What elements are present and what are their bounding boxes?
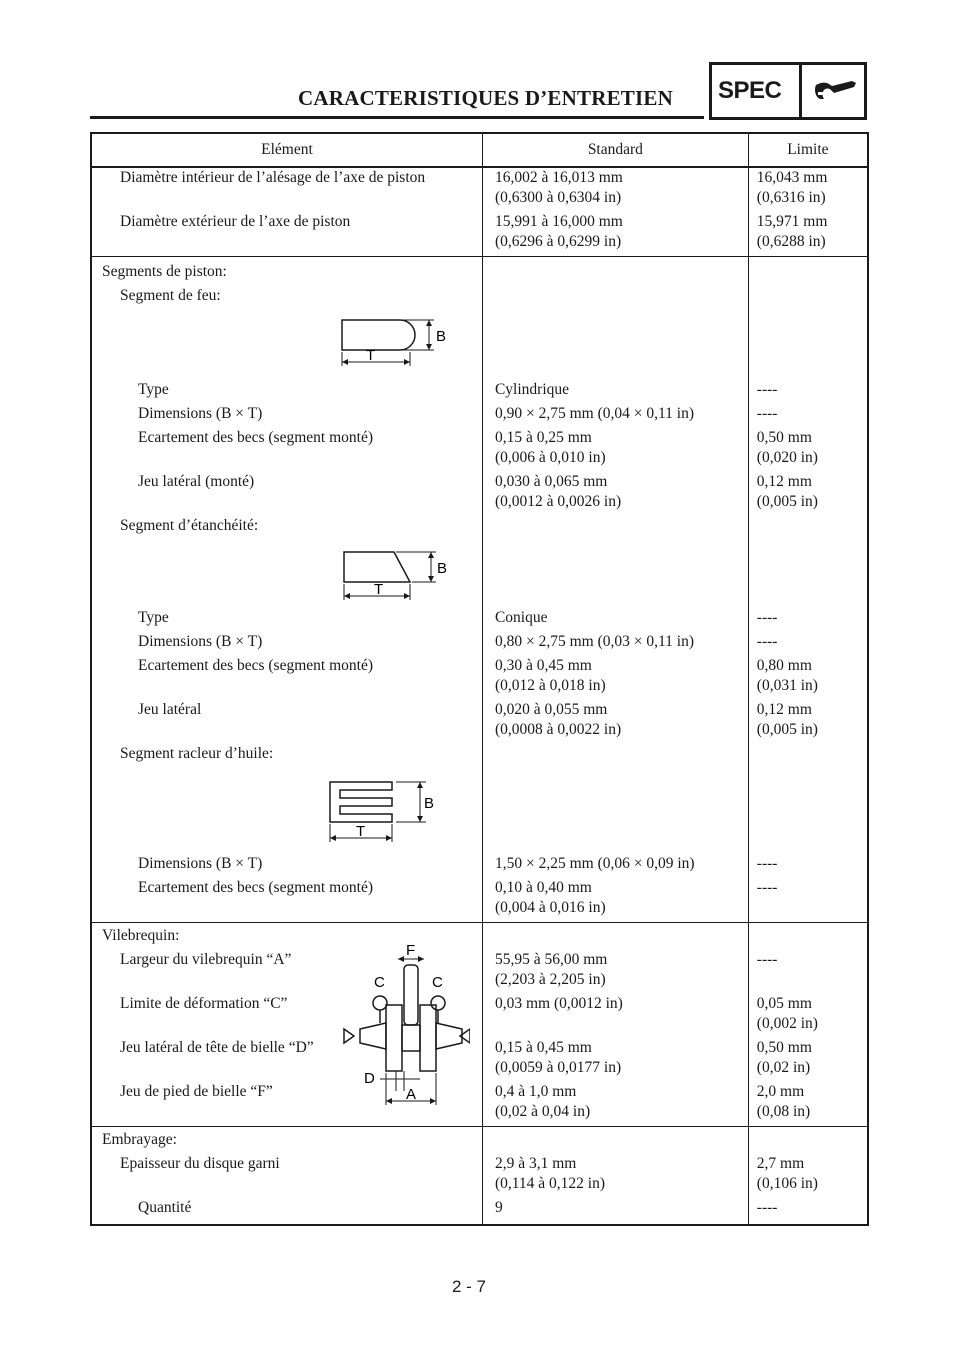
standard-line: 15,991 à 16,000 mm xyxy=(494,213,623,230)
table-row xyxy=(91,1198,868,1225)
limit-line: ---- xyxy=(756,405,778,422)
standard-line: 16,002 à 16,013 mm xyxy=(494,169,623,186)
limit-line: ---- xyxy=(756,855,778,872)
standard-line: 0,03 mm (0,0012 in) xyxy=(494,995,623,1012)
table-row xyxy=(91,404,868,428)
row-label: Jeu latéral xyxy=(91,700,482,744)
row-label: Limite de déformation “C” xyxy=(91,994,482,1038)
table-row xyxy=(91,1082,868,1127)
subgroup-header-row xyxy=(91,516,868,540)
standard-line: 0,4 à 1,0 mm xyxy=(494,1083,577,1100)
column-header-limit: Limite xyxy=(748,133,868,167)
row-label: Ecartement des becs (segment monté) xyxy=(91,656,482,700)
row-label: Diamètre extérieur de l’axe de piston xyxy=(91,212,482,257)
row-label: Dimensions (B × T) xyxy=(91,854,482,878)
limit-line: (0,106 in) xyxy=(756,1175,818,1192)
table-row xyxy=(91,1038,868,1082)
standard-line: 0,030 à 0,065 mm xyxy=(494,473,608,490)
standard-line: (0,6296 à 0,6299 in) xyxy=(494,233,622,250)
row-label: Diamètre intérieur de l’alésage de l’axe de piston xyxy=(91,167,482,212)
limit-line: 15,971 mm xyxy=(756,213,828,230)
standard-line: (0,6300 à 0,6304 in) xyxy=(494,189,622,206)
diagram-label-a: A xyxy=(406,1086,417,1103)
row-standard xyxy=(482,212,748,257)
subgroup-header-row xyxy=(91,744,868,768)
limit-line: (0,6316 in) xyxy=(756,189,826,206)
diagram-label-c-right: C xyxy=(432,974,443,991)
row-standard xyxy=(482,167,748,212)
limit-line: (0,005 in) xyxy=(756,721,818,738)
limit-line: 0,12 mm xyxy=(756,701,812,718)
standard-line: Cylindrique xyxy=(494,381,570,398)
standard-line: 1,50 × 2,25 mm (0,06 × 0,09 in) xyxy=(494,855,695,872)
row-limit xyxy=(748,167,868,212)
row-label: Jeu latéral (monté) xyxy=(91,472,482,516)
dimension-label-b: B xyxy=(437,560,448,577)
standard-line: (0,0059 à 0,0177 in) xyxy=(494,1059,622,1076)
row-limit xyxy=(748,212,868,257)
row-label: Ecartement des becs (segment monté) xyxy=(91,428,482,472)
group-header-row xyxy=(91,923,868,951)
dimension-label-t: T xyxy=(356,823,366,840)
table-row xyxy=(91,212,868,257)
spec-badge-divider xyxy=(799,65,802,117)
limit-line: (0,031 in) xyxy=(756,677,818,694)
row-label: Largeur du vilebrequin “A” xyxy=(91,950,482,994)
group-title: Vilebrequin: xyxy=(102,927,180,944)
subgroup-title: Segment de feu: xyxy=(91,286,482,310)
limit-line: 0,12 mm xyxy=(756,473,812,490)
spec-table xyxy=(90,132,869,1226)
group-header-row xyxy=(91,1127,868,1155)
diagram-row xyxy=(91,768,868,854)
table-row xyxy=(91,380,868,404)
standard-line: 0,90 × 2,75 mm (0,04 × 0,11 in) xyxy=(494,405,694,422)
standard-line: 0,15 à 0,25 mm xyxy=(494,429,592,446)
limit-line: ---- xyxy=(756,633,778,650)
row-label: Ecartement des becs (segment monté) xyxy=(91,878,482,923)
row-label: Epaisseur du disque garni xyxy=(91,1154,482,1198)
limit-line: 0,50 mm xyxy=(756,429,812,446)
limit-line: (0,6288 in) xyxy=(756,233,826,250)
limit-line: ---- xyxy=(756,879,778,896)
table-row xyxy=(91,878,868,923)
standard-line: (0,0008 à 0,0022 in) xyxy=(494,721,622,738)
column-header-element: Elément xyxy=(91,133,482,167)
page-number: 2 - 7 xyxy=(452,1277,487,1296)
column-header-standard: Standard xyxy=(482,133,748,167)
row-label: Quantité xyxy=(91,1198,482,1225)
group-title: Embrayage: xyxy=(91,1127,482,1155)
limit-line: 2,7 mm xyxy=(756,1155,805,1172)
table-row xyxy=(91,472,868,516)
oil-ring-diagram xyxy=(92,768,474,854)
top-ring-diagram xyxy=(92,310,474,380)
standard-line: (0,004 à 0,016 in) xyxy=(494,899,606,916)
table-row xyxy=(91,608,868,632)
limit-line: ---- xyxy=(756,609,778,626)
table-row xyxy=(91,428,868,472)
standard-line: 0,80 × 2,75 mm (0,03 × 0,11 in) xyxy=(494,633,694,650)
row-label: Type xyxy=(91,380,482,404)
standard-line: (2,203 à 2,205 in) xyxy=(494,971,606,988)
limit-line: (0,020 in) xyxy=(756,449,818,466)
group-title: Segments de piston: xyxy=(91,257,482,287)
row-label: Jeu latéral de tête de bielle “D” xyxy=(91,1038,482,1082)
crankshaft-diagram xyxy=(340,941,470,1111)
table-row xyxy=(91,167,868,212)
table-row xyxy=(91,656,868,700)
table-header-row xyxy=(91,133,868,167)
spec-badge-label: SPEC xyxy=(718,77,782,104)
standard-line: 0,15 à 0,45 mm xyxy=(494,1039,592,1056)
standard-line: (0,02 à 0,04 in) xyxy=(494,1103,591,1120)
page-title: CARACTERISTIQUES D’ENTRETIEN xyxy=(298,86,673,110)
standard-line: 9 xyxy=(494,1199,503,1216)
dimension-label-t: T xyxy=(374,581,384,598)
diagram-row xyxy=(91,310,868,380)
header-rule xyxy=(90,116,704,119)
limit-line: (0,002 in) xyxy=(756,1015,818,1032)
wrench-icon xyxy=(812,77,860,105)
standard-line: 0,020 à 0,055 mm xyxy=(494,701,608,718)
standard-line: (0,012 à 0,018 in) xyxy=(494,677,606,694)
limit-line: 0,05 mm xyxy=(756,995,812,1012)
table-row xyxy=(91,632,868,656)
diagram-label-d: D xyxy=(364,1070,375,1087)
row-label: Jeu de pied de bielle “F” xyxy=(91,1082,482,1127)
row-label: Dimensions (B × T) xyxy=(91,404,482,428)
limit-line: 0,80 mm xyxy=(756,657,812,674)
limit-line: ---- xyxy=(756,1199,778,1216)
standard-line: (0,114 à 0,122 in) xyxy=(494,1175,606,1192)
diagram-row xyxy=(91,540,868,608)
dimension-label-t: T xyxy=(366,347,376,364)
dimension-label-b: B xyxy=(436,328,447,345)
limit-line: ---- xyxy=(756,381,778,398)
standard-line: 55,95 à 56,00 mm xyxy=(494,951,608,968)
row-label: Type xyxy=(91,608,482,632)
group-header-row xyxy=(91,257,868,287)
limit-line: 0,50 mm xyxy=(756,1039,812,1056)
table-row xyxy=(91,1154,868,1198)
table-row xyxy=(91,950,868,994)
limit-line: (0,005 in) xyxy=(756,493,818,510)
standard-line: 2,9 à 3,1 mm xyxy=(494,1155,577,1172)
limit-line: 2,0 mm xyxy=(756,1083,805,1100)
table-row xyxy=(91,854,868,878)
standard-line: 0,30 à 0,45 mm xyxy=(494,657,592,674)
standard-line: 0,10 à 0,40 mm xyxy=(494,879,592,896)
limit-line: (0,02 in) xyxy=(756,1059,811,1076)
spec-badge xyxy=(709,62,867,120)
standard-line: Conique xyxy=(494,609,548,626)
limit-line: (0,08 in) xyxy=(756,1103,811,1120)
standard-line: (0,0012 à 0,0026 in) xyxy=(494,493,622,510)
subgroup-title: Segment racleur d’huile: xyxy=(91,744,482,768)
second-ring-diagram xyxy=(92,540,474,608)
table-row xyxy=(91,994,868,1038)
limit-line: ---- xyxy=(756,951,778,968)
subgroup-title: Segment d’étanchéité: xyxy=(91,516,482,540)
table-row xyxy=(91,700,868,744)
limit-line: 16,043 mm xyxy=(756,169,828,186)
diagram-label-c-left: C xyxy=(374,974,385,991)
diagram-label-f: F xyxy=(406,942,416,959)
standard-line: (0,006 à 0,010 in) xyxy=(494,449,606,466)
subgroup-header-row xyxy=(91,286,868,310)
row-label: Dimensions (B × T) xyxy=(91,632,482,656)
dimension-label-b: B xyxy=(424,795,435,812)
